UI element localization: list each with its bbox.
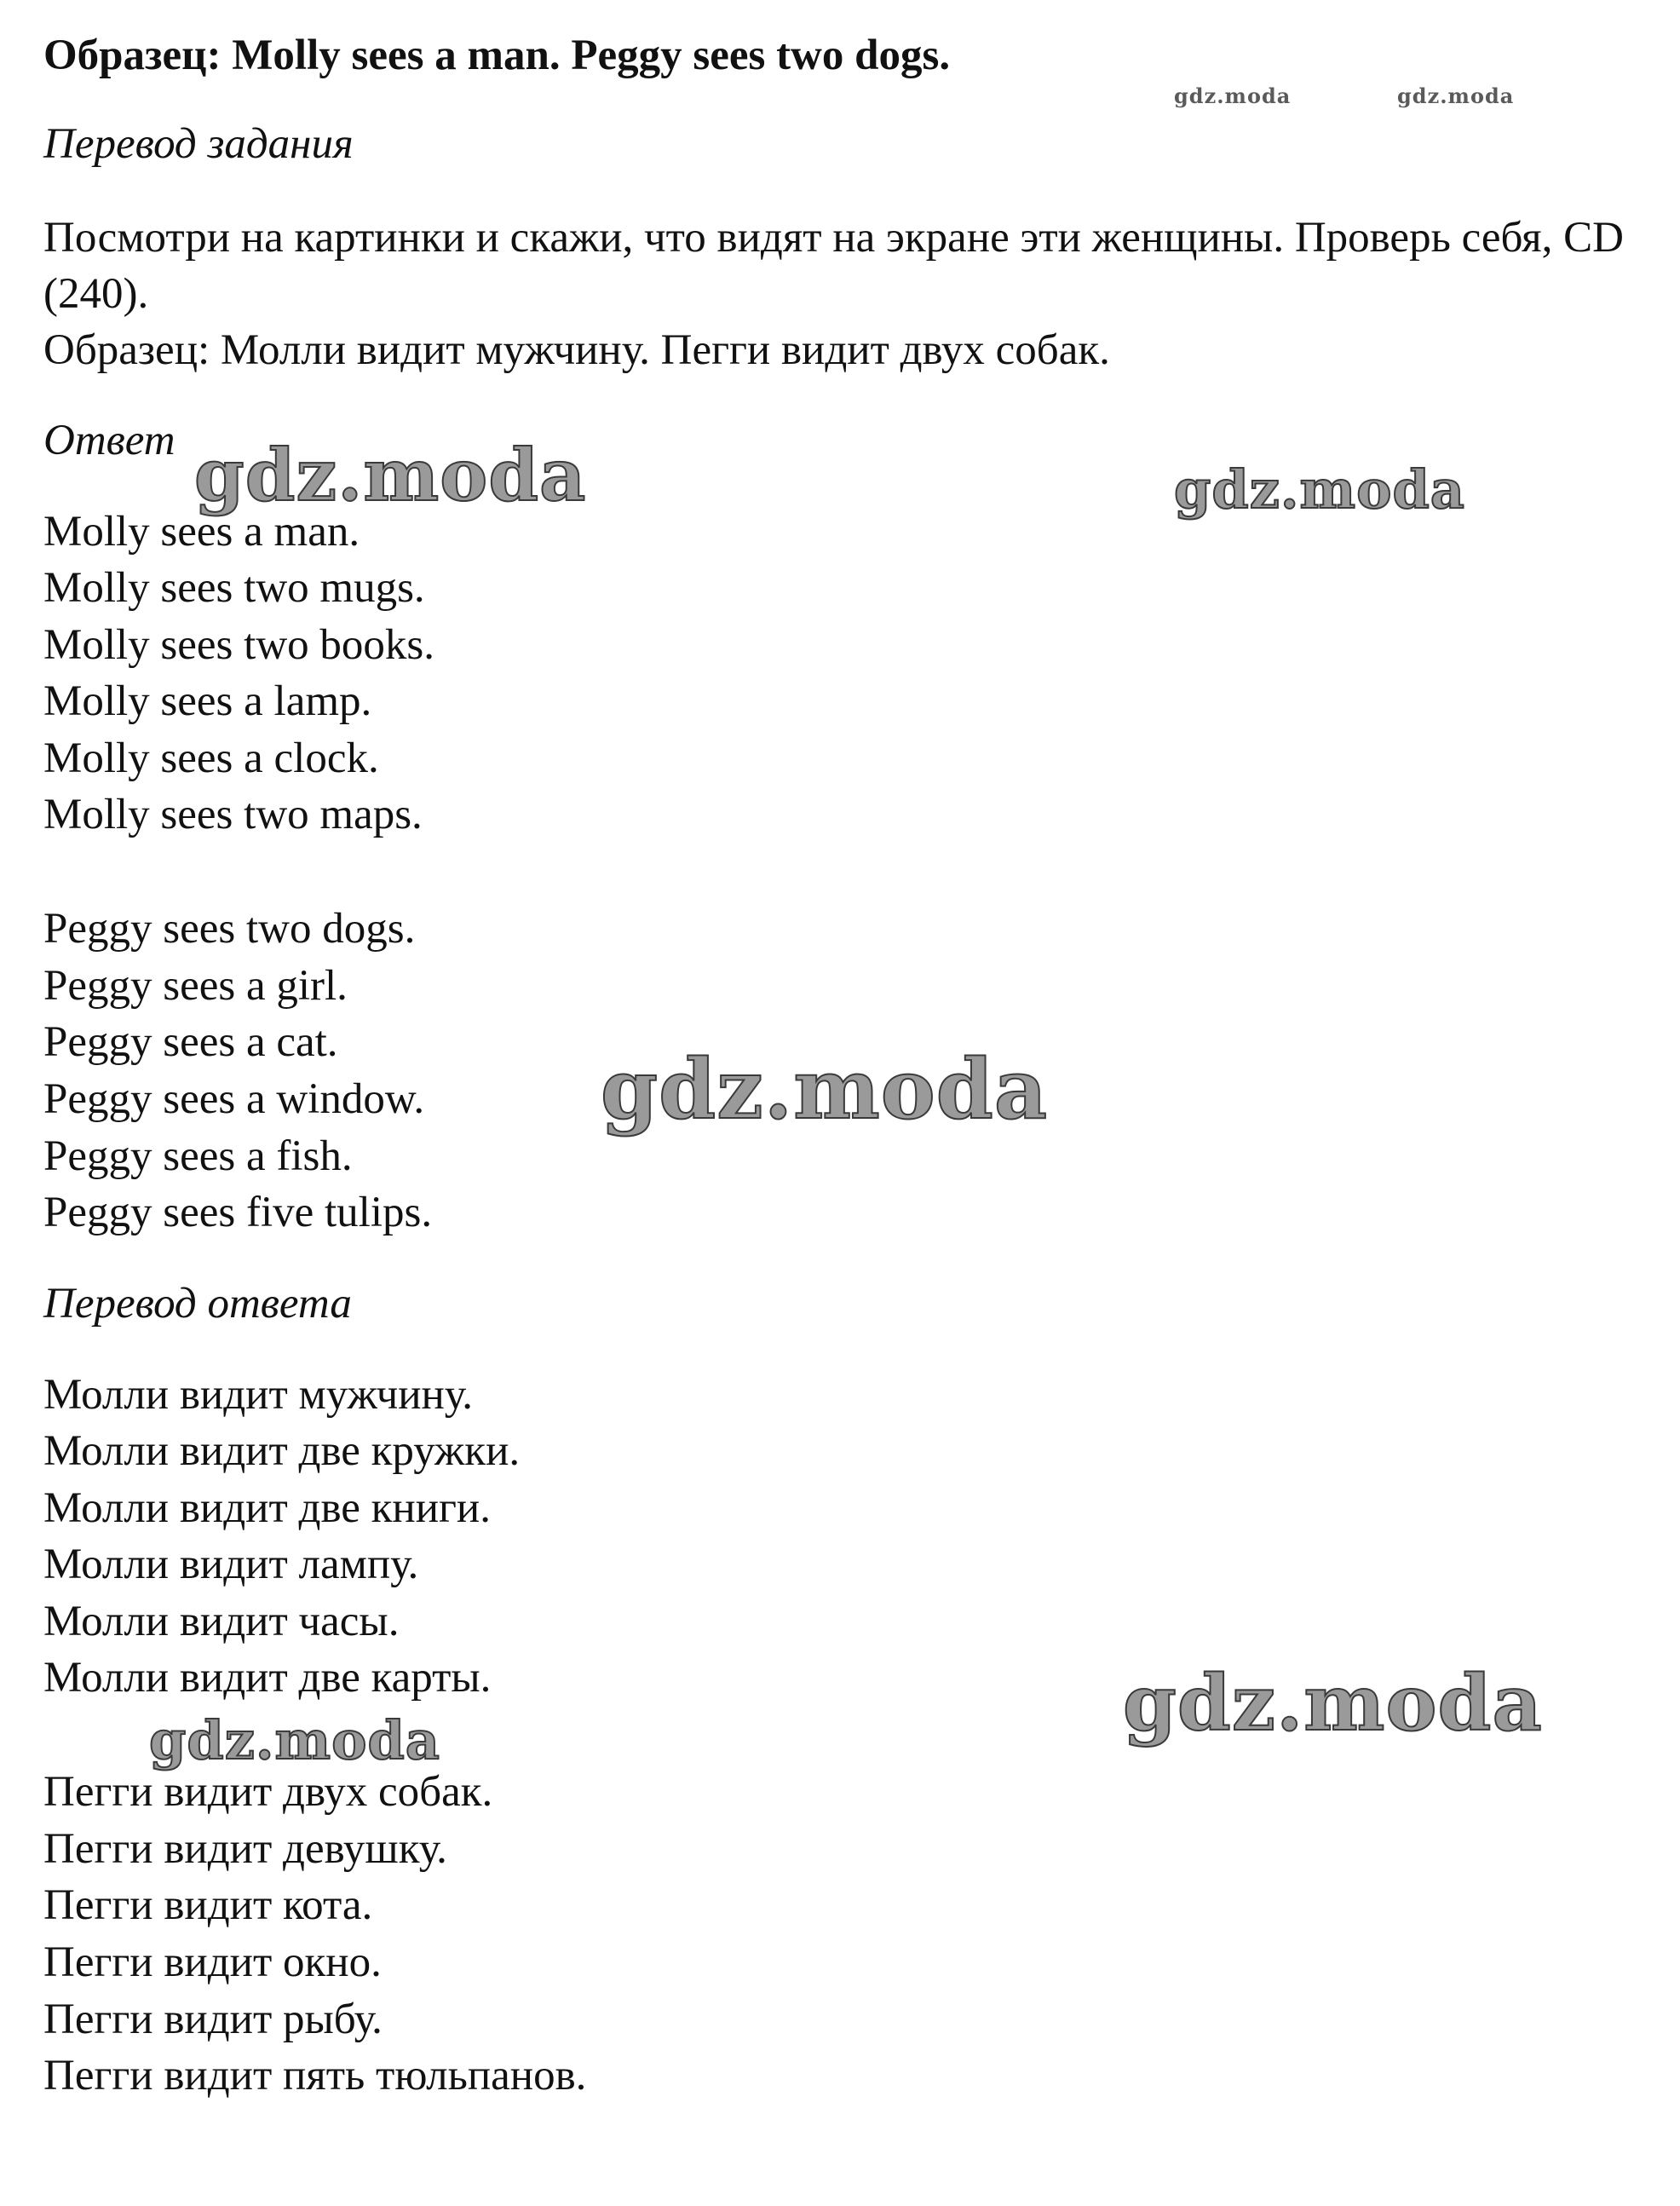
answer-peggy-line: Peggy sees five tulips.	[43, 1189, 433, 1236]
answer-heading: Ответ	[43, 417, 175, 464]
watermark: gdz.moda	[149, 1709, 440, 1771]
answer-peggy-line: Peggy sees a girl.	[43, 962, 348, 1010]
watermark: gdz.moda	[1174, 458, 1465, 521]
translation-peggy-line: Пегги видит кота.	[43, 1881, 373, 1929]
sample-russian: Образец: Молли видит мужчину. Пегги видит двух собак.	[43, 326, 1110, 374]
answer-peggy-line: Peggy sees a window.	[43, 1075, 425, 1123]
sample-english: Образец: Molly sees a man. Peggy sees two dogs.	[43, 32, 951, 79]
answer-molly-line: Molly sees a man.	[43, 508, 360, 556]
translation-peggy-line: Пегги видит девушку.	[43, 1825, 447, 1873]
translation-molly-line: Молли видит две кружки.	[43, 1427, 521, 1475]
translation-molly-line: Молли видит две карты.	[43, 1654, 492, 1702]
watermark: gdz.moda	[1174, 84, 1292, 108]
answer-molly-line: Molly sees two books.	[43, 621, 434, 669]
watermark: gdz.moda	[194, 433, 587, 517]
answer-molly-line: Molly sees a clock.	[43, 734, 379, 782]
watermark: gdz.moda	[1397, 84, 1515, 108]
answer-peggy-line: Peggy sees two dogs.	[43, 905, 416, 953]
answer-molly-line: Molly sees two maps.	[43, 791, 423, 838]
answer-peggy-line: Peggy sees a cat.	[43, 1018, 338, 1066]
answer-peggy-line: Peggy sees a fish.	[43, 1132, 353, 1180]
translation-peggy-line: Пегги видит окно.	[43, 1938, 382, 1986]
translation-molly-line: Молли видит часы.	[43, 1598, 400, 1645]
watermark: gdz.moda	[1123, 1658, 1543, 1748]
translation-peggy-line: Пегги видит пять тюльпанов.	[43, 2052, 587, 2099]
answer-molly-line: Molly sees two mugs.	[43, 564, 425, 612]
translation-molly-line: Молли видит мужчину.	[43, 1371, 473, 1419]
translation-peggy-line: Пегги видит двух собак.	[43, 1768, 493, 1816]
translation-molly-line: Молли видит лампу.	[43, 1541, 419, 1588]
translation-peggy-line: Пегги видит рыбу.	[43, 1996, 383, 2043]
task-translation-text: Посмотри на картинки и скажи, что видят на экране эти женщины. Проверь себя, CD (240).	[43, 214, 1624, 318]
task-translation-heading: Перевод задания	[43, 120, 354, 168]
translation-molly-line: Молли видит две книги.	[43, 1484, 491, 1532]
answer-translation-heading: Перевод ответа	[43, 1280, 352, 1328]
watermark: gdz.moda	[601, 1041, 1049, 1138]
answer-molly-line: Molly sees a lamp.	[43, 677, 372, 725]
